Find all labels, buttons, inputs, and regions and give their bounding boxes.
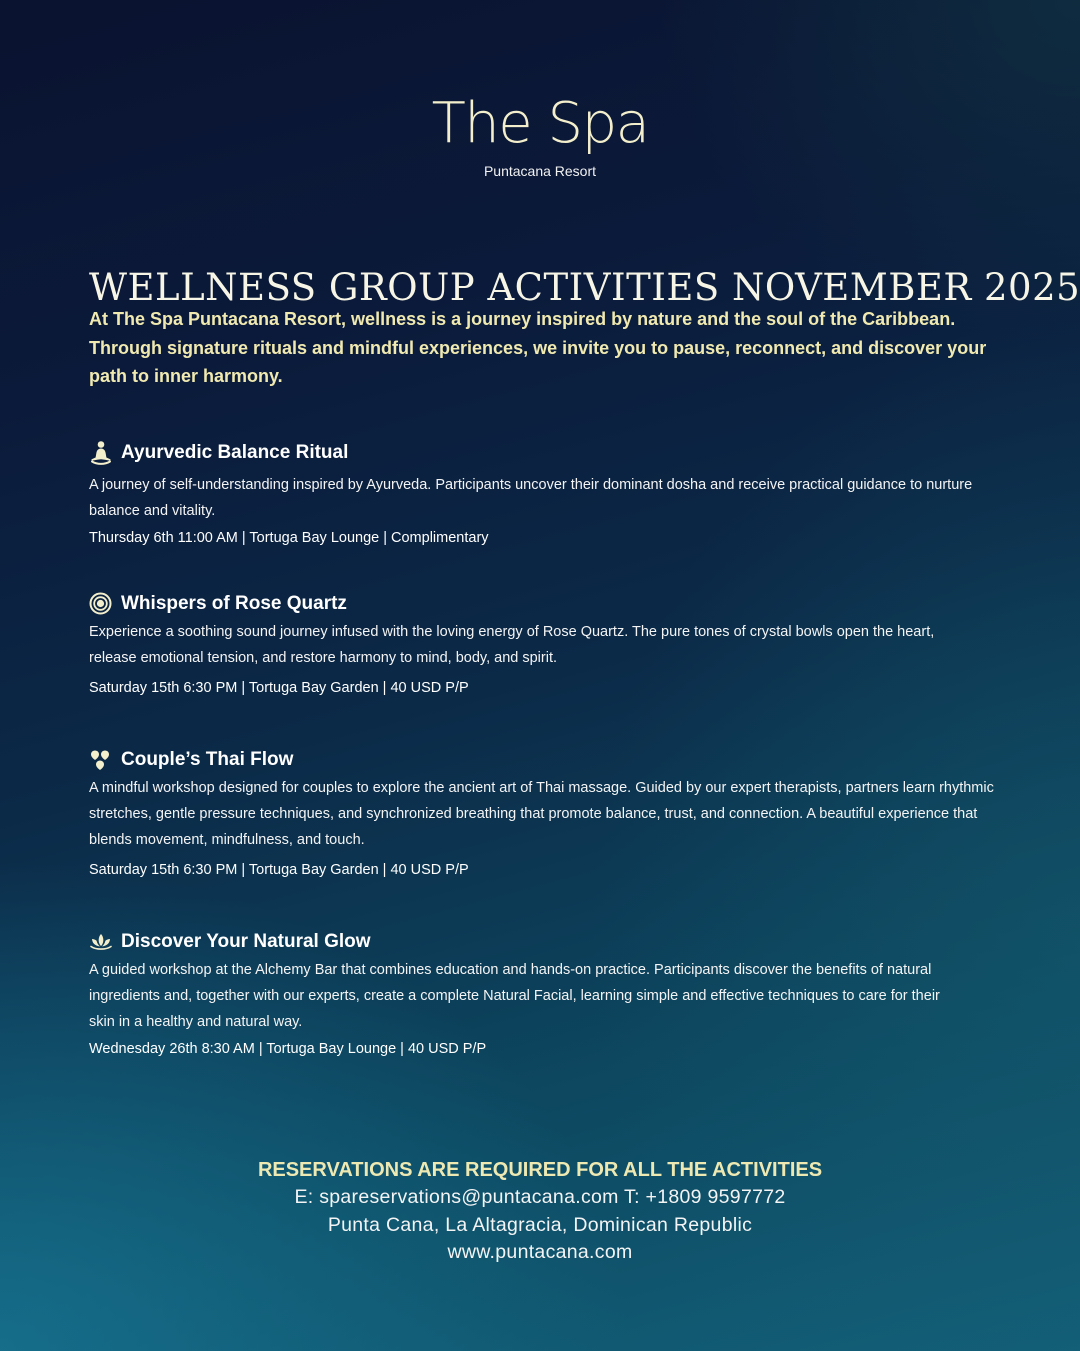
logo-subtitle: Puntacana Resort [483, 163, 597, 179]
activity-details: Thursday 6th 11:00 AM | Tortuga Bay Lounge | Complimentary [89, 530, 489, 546]
activity-description: A guided workshop at the Alchemy Bar that combines education and hands-on practice. Participants discover the benefits of natural ingredients and, together with our experts, create a complete Natural Facial, learning simple and effective techniques to care for their skin in a healthy and natural way. [89, 962, 940, 1030]
activity-natural-glow [89, 927, 959, 1057]
activity-header [89, 589, 959, 619]
reservations-title: RESERVATIONS ARE REQUIRED FOR ALL THE ACTIVITIES [257, 1159, 823, 1181]
activity-header [89, 927, 959, 957]
reservations-address: Punta Cana, La Altagracia, Dominican Republic [327, 1213, 753, 1236]
activity-header [89, 745, 999, 775]
activity-title: Whispers of Rose Quartz [121, 593, 347, 614]
activity-description: A journey of self-understanding inspired by Ayurveda. Participants uncover their dominant dosha and receive practical guidance to nurture balance and vitality. [89, 477, 973, 519]
activity-thai-flow [89, 745, 999, 878]
reservations-block [0, 1156, 1080, 1267]
meditation-icon [89, 440, 113, 466]
reservations-contact[interactable]: E: spareservations@puntacana.com T: +1809 9597772 [294, 1186, 786, 1208]
activity-details: Saturday 15th 6:30 PM | Tortuga Bay Garden | 40 USD P/P [89, 680, 469, 696]
activity-ayurvedic [89, 438, 999, 546]
hearts-icon [89, 747, 113, 773]
activity-description: A mindful workshop designed for couples to explore the ancient art of Thai massage. Guided by our expert therapists, partners learn rhythmic stretches, gentle pressure techniques, and synchronized breathing that promote balance, trust, and connection. A beautiful experience that blends movement, mindfulness, and touch. [89, 780, 994, 848]
sound-circle-icon [89, 591, 113, 617]
website-link[interactable]: www.puntacana.com [447, 1241, 633, 1263]
lotus-icon [89, 929, 113, 955]
activity-header [89, 438, 999, 468]
activity-rose-quartz [89, 589, 959, 696]
activity-details: Saturday 15th 6:30 PM | Tortuga Bay Garden | 40 USD P/P [89, 862, 469, 878]
intro-text: At The Spa Puntacana Resort, wellness is a journey inspired by nature and the soul of the Caribbean. Through signature rituals and mindful experiences, we invite you to pause, reconnect, and discover your path to inner harmony. [89, 309, 987, 386]
activity-description: Experience a soothing sound journey infused with the loving energy of Rose Quartz. The pure tones of crystal bowls open the heart, release emotional tension, and restore harmony to mind, body, and spirit. [89, 624, 935, 666]
page-title: WELLNESS GROUP ACTIVITIES NOVEMBER 2025 [89, 265, 1080, 309]
activity-title: Couple’s Thai Flow [121, 749, 294, 770]
activity-details: Wednesday 26th 8:30 AM | Tortuga Bay Lounge | 40 USD P/P [89, 1041, 487, 1057]
logo-title: The Spa [431, 91, 649, 156]
activity-title: Ayurvedic Balance Ritual [121, 442, 349, 463]
activity-title: Discover Your Natural Glow [121, 931, 371, 952]
